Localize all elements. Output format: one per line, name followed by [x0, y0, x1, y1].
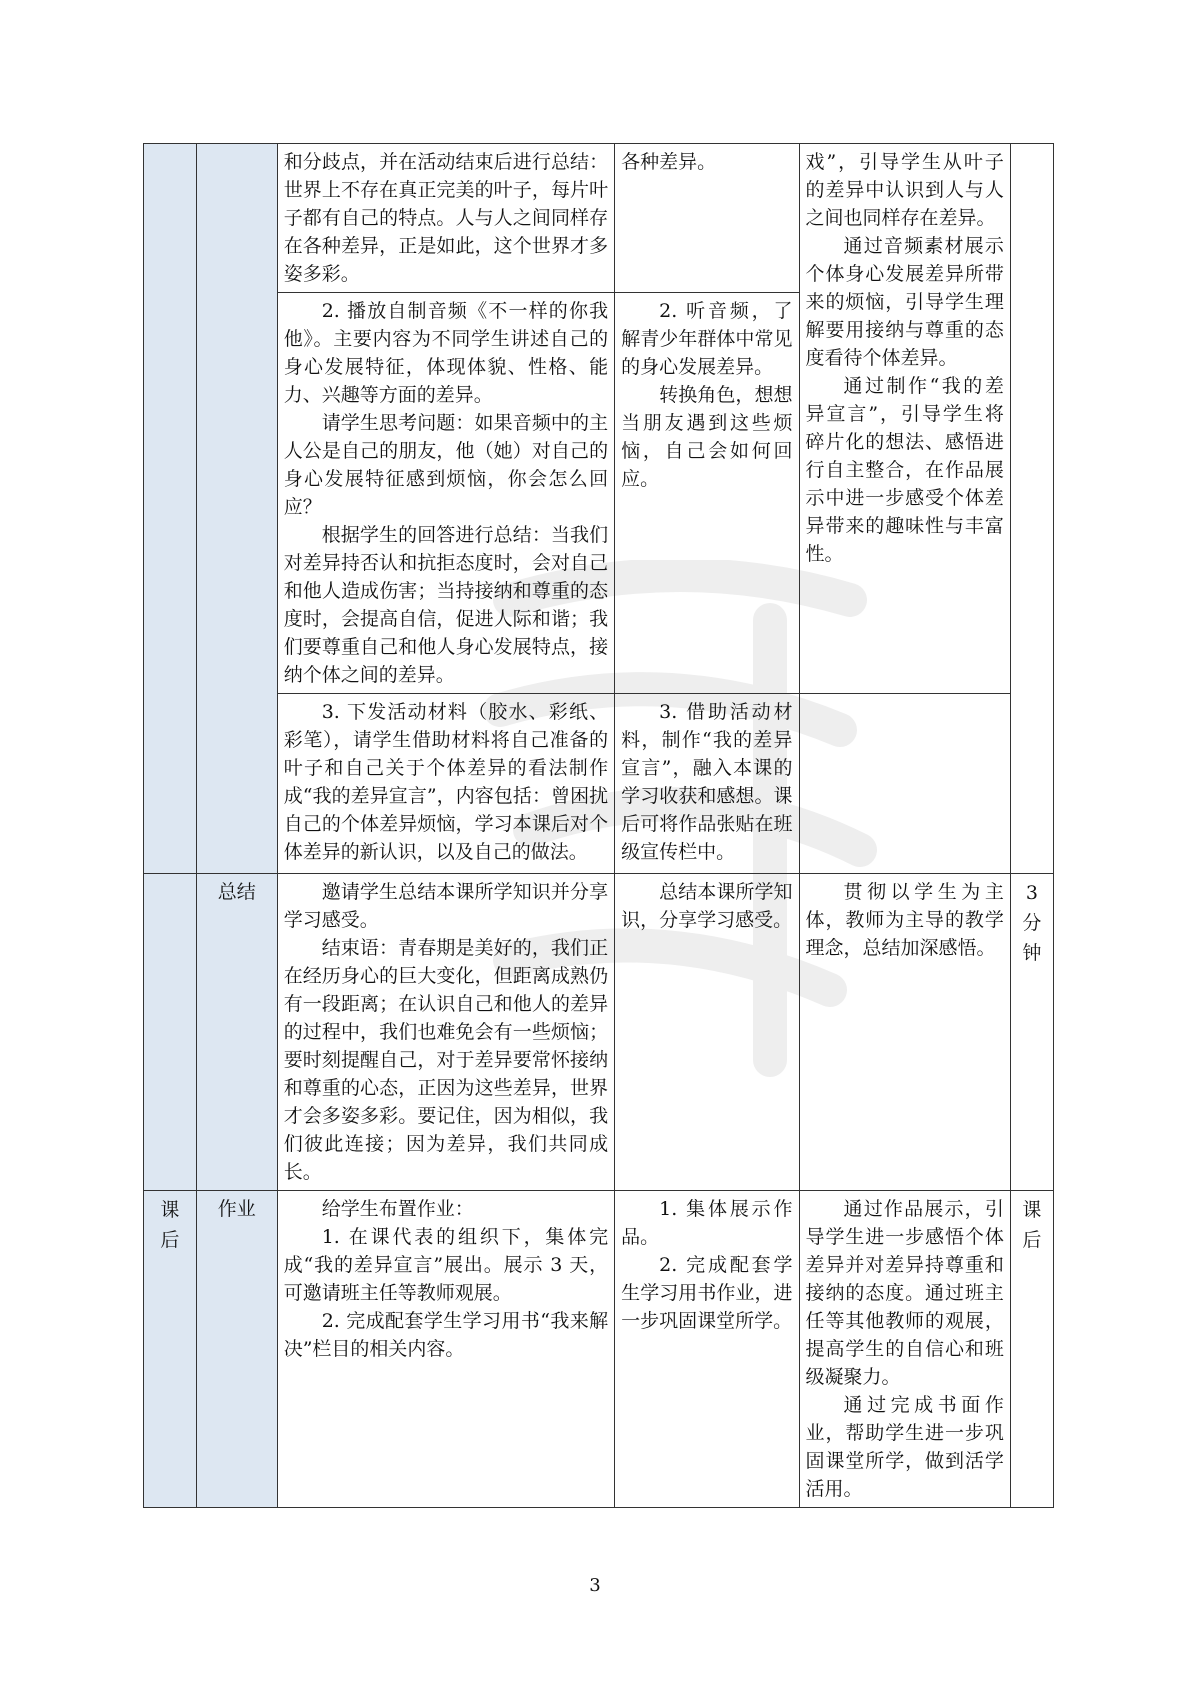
- homework-time: 课后: [1022, 1199, 1042, 1251]
- phase-cell-summary: [144, 874, 197, 1191]
- summary-closing-words: 结束语：青春期是美好的，我们正在经历身心的巨大变化，但距离成熟仍有一段距离；在认识自己和他人的差异的过程中，我们也难免会有一些烦恼；要时刻提醒自己，对于差异要常怀接纳和尊重的心态，正因为这些差异，世界才会多姿多彩。要记住，因为相似，我们彼此连接；因为差异，我们共同成长。: [283, 937, 609, 1183]
- intent-paragraph: 戏”，引导学生从叶子的差异中认识到人与人之间也同样存在差异。: [805, 151, 1004, 229]
- homework-student-2: 2. 完成配套学生学习用书作业，进一步巩固课堂所学。: [621, 1254, 793, 1332]
- student-step-2: 2. 听音频，了解青少年群体中常见的身心发展差异。: [621, 300, 793, 378]
- time-cell-activity: [1010, 144, 1053, 874]
- teacher-activity-continued: 和分歧点，并在活动结束后进行总结：世界上不存在真正完美的叶子，每片叶子都有自己的特点。人与人之间同样存在各种差异，正是如此，这个世界才多姿多彩。: [283, 151, 609, 285]
- homework-intro: 给学生布置作业：: [321, 1198, 474, 1220]
- intent-paragraph: 通过制作“我的差异宣言”，引导学生将碎片化的想法、感悟进行自主整合，在作品展示中进一步感受个体差异带来的趣味性与丰富性。: [805, 375, 1004, 565]
- teacher-step-3: 3. 下发活动材料（胶水、彩纸、彩笔），请学生借助材料将自己准备的叶子和自己关于个体差异的看法制作成“我的差异宣言”，内容包括：曾困扰自己的个体差异烦恼，学习本课后对个体差异的新认识，以及自己的做法。: [283, 701, 609, 863]
- student-step-3: 3. 借助活动材料，制作“我的差异宣言”，融入本课的学习收获和感想。课后可将作品张贴在班级宣传栏中。: [621, 701, 793, 863]
- intent-paragraph: 通过音频素材展示个体身心发展差异所带来的烦恼，引导学生理解要用接纳与尊重的态度看待个体差异。: [805, 235, 1004, 369]
- teacher-step-2-question: 请学生思考问题：如果音频中的主人公是自己的朋友，他（她）对自己的身心发展特征感到烦恼，你会怎么回应？: [283, 412, 609, 518]
- lesson-plan-table: [143, 143, 1054, 1508]
- teacher-step-2-cell: [277, 293, 614, 694]
- summary-teacher-intro: 邀请学生总结本课所学知识并分享学习感受。: [283, 881, 609, 931]
- design-intent-empty-cell: [799, 694, 1010, 874]
- phase-cell-activity: [144, 144, 197, 874]
- after-class-label: 课后: [160, 1199, 180, 1251]
- summary-time-cell: [1010, 874, 1053, 1191]
- student-step-2-role: 转换角色，想想当朋友遇到这些烦恼，自己会如何回应。: [621, 384, 793, 490]
- page-number: 3: [589, 1575, 601, 1596]
- teacher-step-2: 2. 播放自制音频《不一样的你我他》。主要内容为不同学生讲述自己的身心发展特征，体现体貌、性格、能力、兴趣等方面的差异。: [283, 300, 609, 406]
- student-activity-continued: 各种差异。: [621, 151, 717, 173]
- summary-time: 3分钟: [1022, 882, 1042, 964]
- homework-intent-cell: [799, 1191, 1010, 1508]
- teacher-step-3-cell: [277, 694, 614, 874]
- homework-student-cell: [615, 1191, 799, 1508]
- homework-item-1: 1. 在课代表的组织下，集体完成“我的差异宣言”展出。展示 3 天，可邀请班主任等教师观展。: [283, 1226, 609, 1304]
- activity-label-cell: [196, 144, 277, 874]
- student-step-3-cell: [615, 694, 799, 874]
- homework-intent-1: 通过作品展示，引导学生进一步感悟个体差异并对差异持尊重和接纳的态度。通过班主任等其他教师的观展，提高学生的自信心和班级凝聚力。: [805, 1198, 1004, 1388]
- summary-teacher-cell: [277, 874, 614, 1191]
- homework-label: 作业: [196, 1191, 277, 1508]
- student-activity-cell: [615, 144, 799, 293]
- summary-intent: 贯彻以学生为主体，教师为主导的教学理念，总结加深感悟。: [805, 881, 1004, 959]
- summary-student: 总结本课所学知识，分享学习感受。: [621, 881, 793, 931]
- phase-cell-after-class: [144, 1191, 197, 1508]
- design-intent-cell: [799, 144, 1010, 694]
- teacher-step-2-summary: 根据学生的回答进行总结：当我们对差异持否认和抗拒态度时，会对自己和他人造成伤害；当持接纳和尊重的态度时，会提高自信，促进人际和谐；我们要尊重自己和他人身心发展特点，接纳个体之间的差异。: [283, 524, 609, 686]
- student-step-2-cell: [615, 293, 799, 694]
- homework-time-cell: [1010, 1191, 1053, 1508]
- summary-label: 总结: [196, 874, 277, 1191]
- homework-item-2: 2. 完成配套学生学习用书“我来解决”栏目的相关内容。: [283, 1310, 609, 1360]
- teacher-activity-cell: [277, 144, 614, 293]
- homework-teacher-cell: [277, 1191, 614, 1508]
- summary-intent-cell: [799, 874, 1010, 1191]
- homework-student-1: 1. 集体展示作品。: [621, 1198, 793, 1248]
- summary-student-cell: [615, 874, 799, 1191]
- homework-intent-2: 通过完成书面作业，帮助学生进一步巩固课堂所学，做到活学活用。: [805, 1394, 1004, 1500]
